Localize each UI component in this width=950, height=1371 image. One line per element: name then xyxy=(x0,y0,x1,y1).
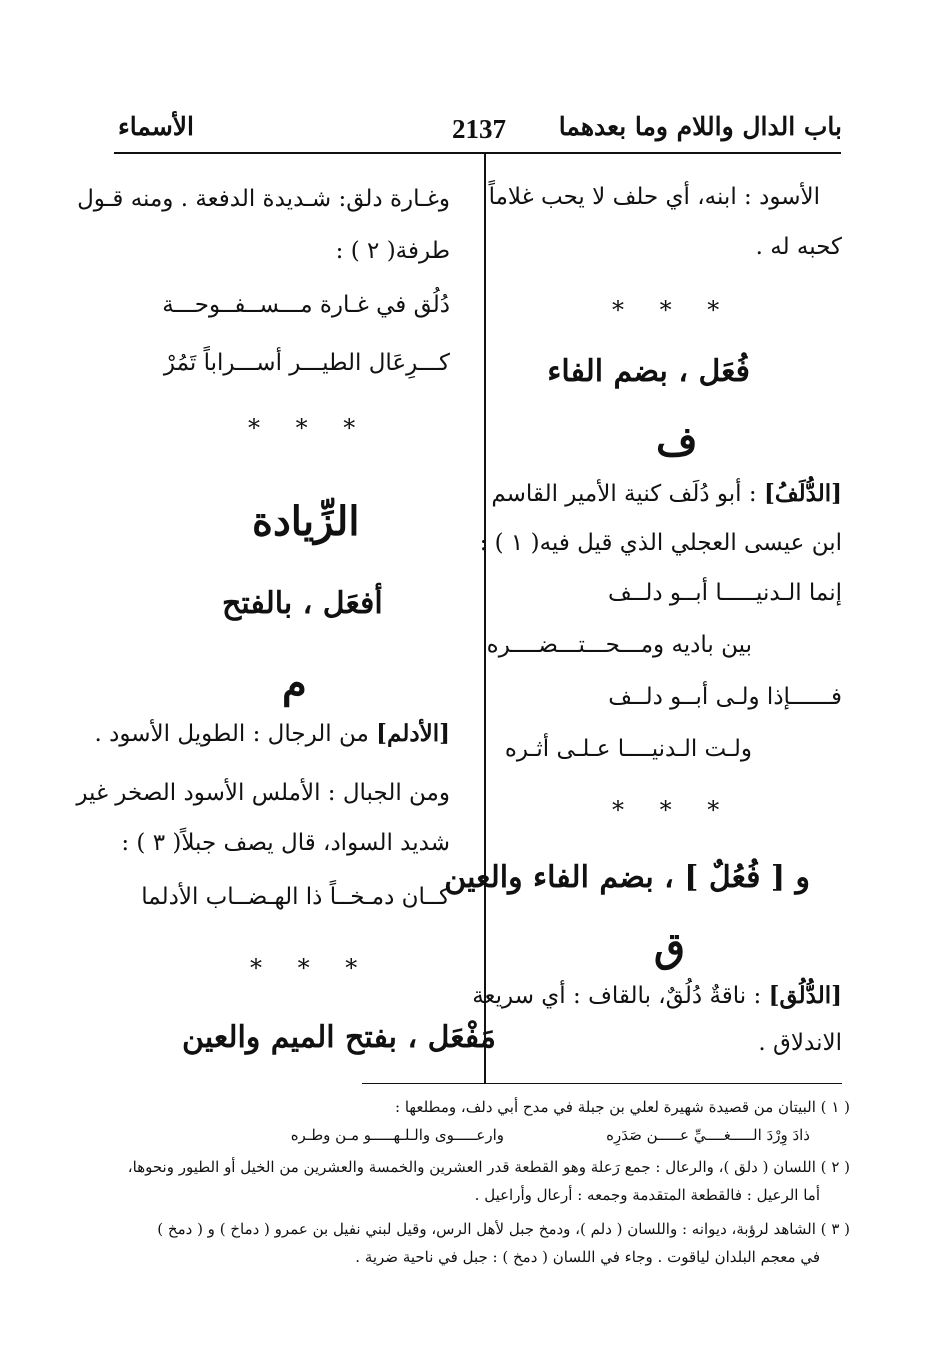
letter-heading: ق xyxy=(654,924,686,971)
verse-line: كــان دمـخــاً ذا الهـضــاب الأدلما xyxy=(141,884,450,910)
verse-line: إنما الـدنيـــــا أبــو دلــف xyxy=(608,580,842,606)
entry-line xyxy=(95,720,451,747)
entry-line: ومن الجبال : الأملس الأسود الصخر غير xyxy=(76,780,450,806)
letter-heading: م xyxy=(282,660,307,707)
right-p1-line1: الأسود : ابنه، أي حلف لا يحب غلاماً xyxy=(488,184,820,210)
verse-line: ولـت الـدنيــــا عـلـى أثـره xyxy=(504,736,752,762)
verse-line: دُلُق في غـارة مـــســفــوحـــة xyxy=(162,292,450,318)
section-heading: أفعَل ، بالفتح xyxy=(222,586,383,621)
footnote-line: أما الرعيل : فالقطعة المتقدمة وجمعه : أرعال وأراعيل . xyxy=(474,1186,820,1204)
entry-definition: : أبو دُلَف كنية الأمير القاسم xyxy=(491,481,757,507)
footnote-line: في معجم البلدان لياقوت . وجاء في اللسان ( دمخ ) : جبل في ناحية ضرية . xyxy=(355,1248,820,1266)
entry-headword: [الدُّلُق] xyxy=(768,982,842,1009)
entry-line xyxy=(491,480,842,507)
entry-line: شديد السواد، قال يصف جبلاً( ٣ ) : xyxy=(121,830,450,856)
entry-definition: من الرجال : الطويل الأسود . xyxy=(94,721,369,747)
entry-line: الاندلاق . xyxy=(758,1030,842,1056)
running-title-right: باب الدال واللام وما بعدهما xyxy=(558,112,842,141)
footnote-line: ( ٢ ) اللسان ( دلق )، والرعال : جمع رَعلة وهو القطعة قدر العشرين والخمسة والعشرين من الخيل أو الطيور ونحوها، xyxy=(127,1158,850,1176)
entry-line: وغـارة دلق: شـديدة الدفعة . ومنه قـول xyxy=(77,186,450,212)
entry-definition: : ناقةٌ دُلُقٌ، بالقاف : أي سريعة xyxy=(472,983,762,1009)
entry-line: طرفة( ٢ ) : xyxy=(335,238,450,264)
section-heading: مَفْعَل ، بفتح الميم والعين xyxy=(182,1020,497,1055)
entry-line: ابن عيسى العجلي الذي قيل فيه( ١ ) : xyxy=(479,530,842,556)
right-p1-line2: كحبه له . xyxy=(755,234,842,260)
section-title: الزِّيادة xyxy=(252,498,360,545)
letter-heading: ف xyxy=(656,418,698,465)
entry-headword: [الأدلم] xyxy=(376,720,450,747)
section-separator: * * * xyxy=(248,414,370,442)
section-heading: فُعَل ، بضم الفاء xyxy=(547,354,750,389)
section-heading: و [ فُعُلٌ ] ، بضم الفاء والعين xyxy=(444,860,810,895)
column-divider xyxy=(484,153,486,1083)
verse-line: كـــرِعَال الطيـــر أســـراباً تَمُرْ xyxy=(163,350,450,376)
footnote-line: ( ٣ ) الشاهد لرؤبة، ديوانه : واللسان ( دلم )، ودمخ جبل لأهل الرس، وقيل لبني نفيل بن عمرو ( دماخ ) و ( دمخ ) xyxy=(157,1220,850,1238)
footnote-verse: ذادَ وِرْدَ الـــــغــــيِّ عـــــن صَدَرِه xyxy=(606,1126,810,1144)
running-title-left: الأسماء xyxy=(118,112,194,141)
entry-line xyxy=(472,982,842,1009)
section-separator: * * * xyxy=(612,296,734,324)
verse-line: بين باديه ومـــحـــتـــضــــره xyxy=(486,632,752,658)
header-rule xyxy=(114,152,841,154)
footnote-line: ( ١ ) البيتان من قصيدة شهيرة لعلي بن جبلة في مدح أبي دلف، ومطلعها : xyxy=(395,1098,850,1116)
footnote-verse: وارعـــــوى والـلـهـــــو مـن وطـره xyxy=(290,1126,504,1144)
entry-headword: [الدُّلَفُ] xyxy=(763,480,842,507)
section-separator: * * * xyxy=(250,954,372,982)
section-separator: * * * xyxy=(612,796,734,824)
footnote-rule xyxy=(362,1083,842,1084)
verse-line: فــــــإذا ولـى أبــو دلــف xyxy=(608,684,842,710)
page-number: 2137 xyxy=(452,114,506,144)
